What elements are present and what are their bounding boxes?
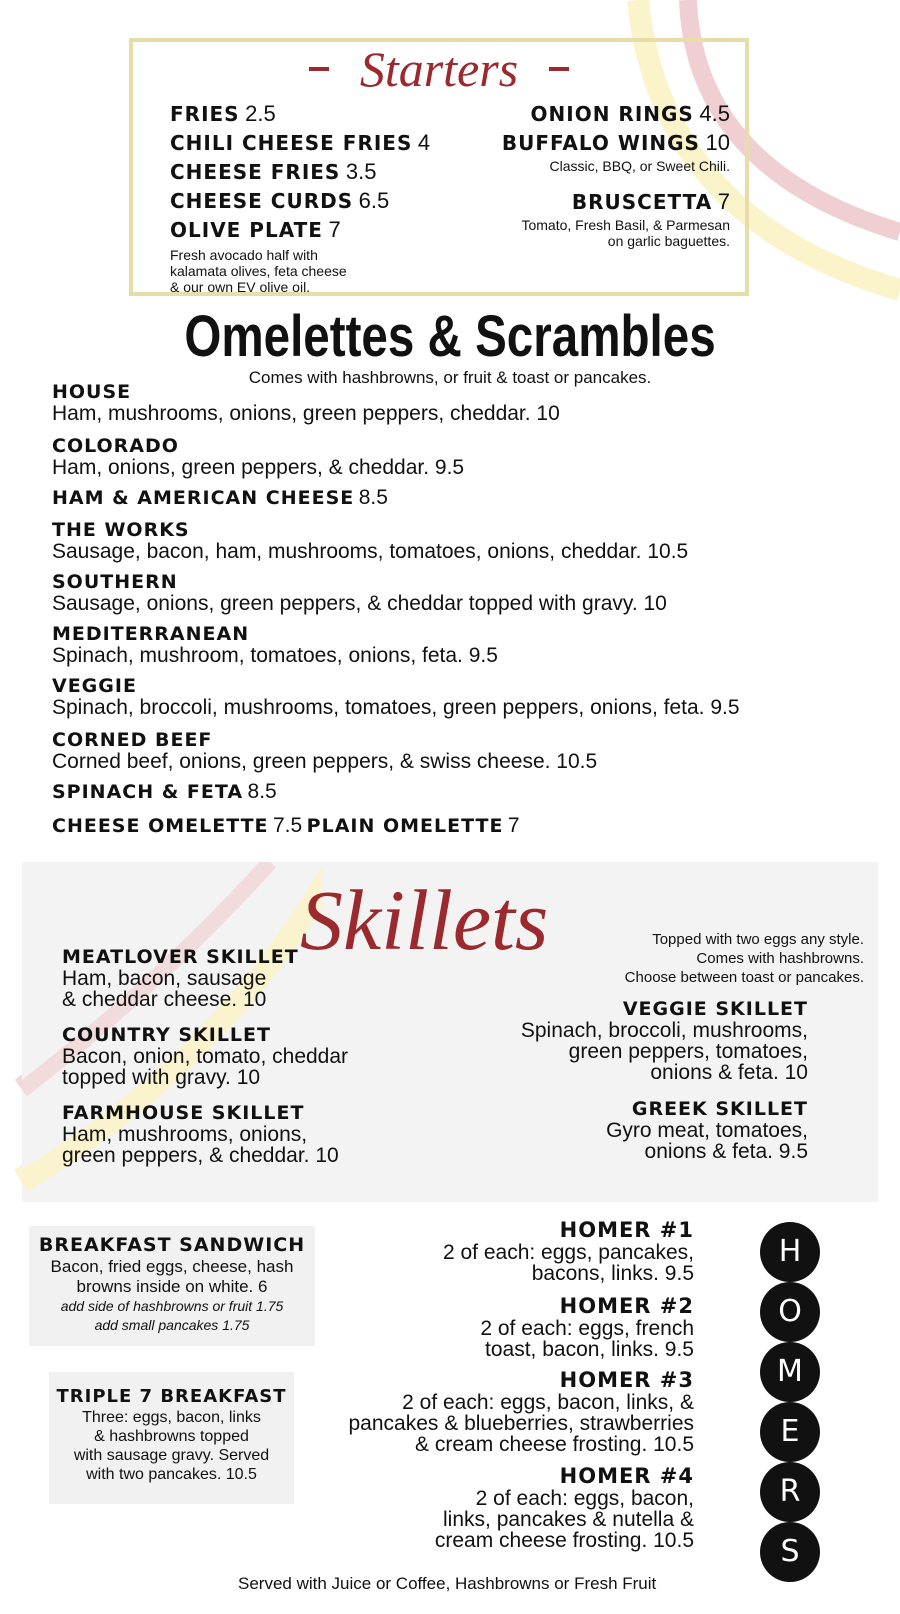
item-price: 3.5	[345, 159, 377, 184]
item-name: VEGGIE	[52, 675, 137, 697]
menu-item	[62, 1102, 339, 1166]
item-price: 2.5	[245, 101, 276, 126]
menu-item	[170, 158, 470, 187]
item-name: GREEK SKILLET	[631, 1098, 808, 1120]
menu-item	[470, 129, 730, 158]
desc-line: & our own EV olive oil.	[170, 279, 311, 295]
menu-item	[170, 216, 470, 245]
desc-line: Three: eggs, bacon, links	[82, 1409, 261, 1426]
starters-left-column	[170, 100, 470, 295]
menu-item	[52, 572, 882, 616]
homers-badge-letter: R	[760, 1462, 820, 1522]
item-name: TRIPLE 7 BREAKFAST	[56, 1386, 287, 1407]
omelettes-subtitle: Comes with hashbrowns, or fruit & toast or pancakes.	[248, 368, 652, 387]
desc-line: & cheddar cheese. 10	[62, 988, 267, 1011]
item-price: 7	[507, 814, 520, 837]
omelettes-title-wrap	[0, 306, 900, 368]
item-name: CORNED BEEF	[52, 729, 213, 751]
menu-item	[52, 382, 882, 426]
desc-line: 2 of each: eggs, pancakes,	[442, 1241, 694, 1264]
menu-item	[52, 780, 882, 804]
desc-line: & hashbrowns topped	[94, 1428, 249, 1445]
menu-item	[52, 520, 882, 564]
menu-item	[274, 1294, 694, 1360]
note-line: Topped with two eggs any style.	[652, 931, 864, 948]
item-price: 6.5	[358, 188, 390, 213]
item-name: MEDITERRANEAN	[52, 623, 250, 645]
item-description	[470, 217, 730, 249]
desc-line: kalamata olives, feta cheese	[170, 263, 347, 279]
desc-line: Tomato, Fresh Basil, & Parmesan	[521, 217, 730, 233]
menu-item	[521, 998, 808, 1083]
item-name: THE WORKS	[52, 519, 190, 541]
item-name: COUNTRY SKILLET	[62, 1024, 271, 1046]
menu-item	[170, 187, 470, 216]
homers-badge-letter: H	[760, 1222, 820, 1282]
desc-line: Bacon, fried eggs, cheese, hash	[50, 1257, 294, 1276]
item-name: ONION RINGS	[530, 102, 694, 126]
item-description: Spinach, broccoli, mushrooms, tomatoes, green peppers, onions, feta. 9.5	[52, 696, 740, 719]
desc-line: onions & feta. 10	[650, 1061, 808, 1084]
menu-item	[470, 100, 730, 129]
item-name: MEATLOVER SKILLET	[62, 946, 299, 968]
item-price: 4.5	[699, 101, 730, 126]
item-description: Sausage, onions, green peppers, & cheddar topped with gravy. 10	[52, 592, 667, 615]
desc-line: Ham, bacon, sausage	[62, 967, 267, 990]
desc-line: toast, bacon, links. 9.5	[485, 1338, 694, 1361]
desc-line: Gyro meat, tomatoes,	[606, 1119, 808, 1142]
desc-line: green peppers, tomatoes,	[568, 1040, 808, 1063]
item-name: HOMER #3	[559, 1368, 694, 1392]
desc-line: Spinach, broccoli, mushrooms,	[520, 1019, 808, 1042]
item-price: 7	[328, 217, 341, 242]
desc-line: 2 of each: eggs, bacon,	[475, 1487, 694, 1510]
menu-item	[62, 1024, 348, 1088]
desc-line: cream cheese frosting. 10.5	[434, 1529, 694, 1552]
desc-line: & cream cheese frosting. 10.5	[415, 1433, 694, 1456]
menu-item	[274, 1464, 694, 1551]
desc-line: browns inside on white. 6	[76, 1277, 268, 1296]
item-name: HOMER #2	[559, 1294, 694, 1318]
desc-line: with two pancakes. 10.5	[86, 1466, 257, 1483]
desc-line: onions & feta. 9.5	[644, 1140, 808, 1163]
omelettes-title: Omelettes & Scrambles	[184, 304, 716, 369]
item-name: SPINACH & FETA	[52, 781, 244, 803]
starters-right-column	[470, 100, 730, 249]
skillets-note	[625, 930, 864, 987]
item-name: HAM & AMERICAN CHEESE	[52, 487, 355, 509]
desc-line: 2 of each: eggs, bacon, links, &	[402, 1391, 694, 1414]
item-description	[170, 247, 470, 295]
item-price: 7	[717, 189, 730, 214]
desc-line: topped with gravy. 10	[62, 1066, 261, 1089]
menu-item	[52, 676, 882, 720]
menu-item	[52, 730, 882, 774]
note-line: Comes with hashbrowns.	[696, 950, 864, 967]
desc-line: green peppers, & cheddar. 10	[62, 1144, 339, 1167]
menu-item	[170, 100, 470, 129]
item-name: PLAIN OMELETTE	[306, 815, 504, 837]
homers-badge-letter: M	[760, 1342, 820, 1402]
homers-badge-letter: O	[760, 1282, 820, 1342]
addon-line: add small pancakes 1.75	[94, 1317, 250, 1333]
menu-item	[52, 436, 882, 480]
footer-note: Served with Juice or Coffee, Hashbrowns or Fresh Fruit	[238, 1574, 657, 1593]
starters-title: Starters	[359, 41, 519, 97]
item-description: Classic, BBQ, or Sweet Chili.	[549, 158, 730, 174]
menu-item	[52, 814, 882, 838]
item-name: BRUSCETTA	[571, 190, 713, 214]
item-name: HOUSE	[52, 381, 132, 403]
item-name: VEGGIE SKILLET	[622, 998, 808, 1020]
desc-line: links, pancakes & nutella &	[443, 1508, 694, 1531]
desc-line: on garlic baguettes.	[607, 233, 730, 249]
item-name: COLORADO	[52, 435, 179, 457]
item-name: HOMER #1	[559, 1218, 694, 1242]
item-name: BUFFALO WINGS	[501, 131, 700, 155]
item-name: FARMHOUSE SKILLET	[62, 1102, 305, 1124]
item-name: CHEESE FRIES	[170, 160, 341, 184]
menu-item	[234, 1368, 694, 1455]
item-price: 8.5	[247, 780, 277, 803]
menu-item	[52, 624, 882, 668]
menu-item	[470, 188, 730, 217]
item-name: SOUTHERN	[52, 571, 178, 593]
starters-title-row	[129, 40, 749, 98]
item-name: CHEESE OMELETTE	[52, 815, 269, 837]
item-description: Corned beef, onions, green peppers, & swiss cheese. 10.5	[52, 750, 598, 773]
item-name: FRIES	[170, 102, 240, 126]
desc-line: with sausage gravy. Served	[73, 1447, 270, 1464]
item-name: CHEESE CURDS	[170, 189, 354, 213]
item-description: Sausage, bacon, ham, mushrooms, tomatoes, onions, cheddar. 10.5	[52, 540, 689, 563]
addon-line: add side of hashbrowns or fruit 1.75	[60, 1298, 284, 1314]
homers-badge-letter: S	[760, 1522, 820, 1582]
title-dash-right	[549, 67, 569, 71]
item-description: Ham, mushrooms, onions, green peppers, cheddar. 10	[52, 402, 560, 425]
title-dash-left	[309, 67, 329, 71]
item-description: Spinach, mushroom, tomatoes, onions, feta. 9.5	[52, 644, 498, 667]
item-name: OLIVE PLATE	[170, 218, 323, 242]
desc-line: pancakes & blueberries, strawberries	[348, 1412, 694, 1435]
item-price: 8.5	[358, 486, 388, 509]
item-name: HOMER #4	[559, 1464, 694, 1488]
item-name: CHILI CHEESE FRIES	[170, 131, 413, 155]
breakfast-sandwich-box	[29, 1226, 315, 1346]
item-price: 7.5	[273, 814, 303, 837]
desc-line: Bacon, onion, tomato, cheddar	[62, 1045, 349, 1068]
item-name: BREAKFAST SANDWICH	[38, 1234, 306, 1256]
desc-line: Ham, mushrooms, onions,	[62, 1123, 308, 1146]
menu-item	[606, 1098, 808, 1162]
menu-item	[170, 129, 470, 158]
desc-line: bacons, links. 9.5	[531, 1262, 694, 1285]
item-description: Ham, onions, green peppers, & cheddar. 9.5	[52, 456, 465, 479]
item-price: 4	[417, 130, 431, 155]
skillets-title: Skillets	[300, 872, 549, 968]
note-line: Choose between toast or pancakes.	[624, 969, 864, 986]
menu-item	[62, 946, 299, 1010]
item-price: 10	[705, 130, 730, 155]
homers-badge-letter: E	[760, 1402, 820, 1462]
desc-line: Fresh avocado half with	[170, 247, 318, 263]
menu-item	[274, 1218, 694, 1284]
desc-line: 2 of each: eggs, french	[480, 1317, 694, 1340]
menu-item	[52, 486, 882, 510]
